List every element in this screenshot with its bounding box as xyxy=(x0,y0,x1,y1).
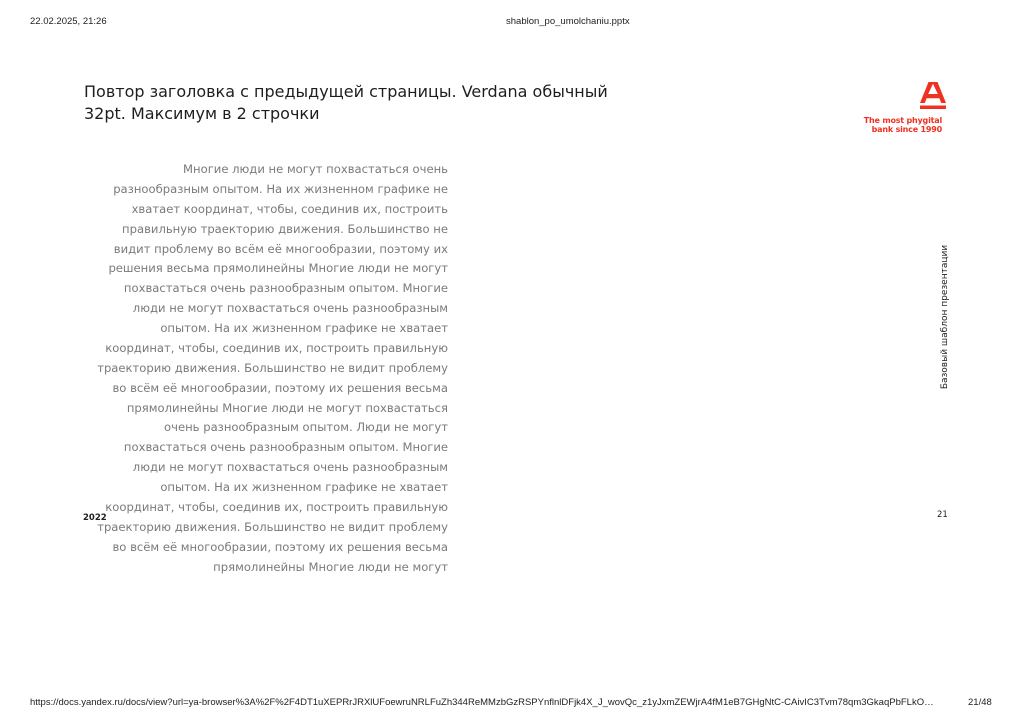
body-text: Многие люди не могут похвастаться очень разнообразным опытом. На их жизненном графике не хватает координат, чтобы, соединив их, построить правильную траекторию движения. Большинство не видит проблему во всём её многообразии, поэтому их решения весьма прямолинейны Многие люди не могут похвастаться очень разнообразным опытом. Многие люди не могут похвастаться очень разнообразным опытом. На их жизненном графике не хватает координат, чтобы, соединив их, построить правильную траекторию движения. Большинство не видит проблему во всём её многообразии, поэтому их решения весьма прямолинейны Многие люди не могут похвастаться очень разнообразным опытом. Люди не могут похвастаться очень разнообразным опытом. Многие люди не могут похвастаться очень разнообразным опытом. На их жизненном графике не хватает координат, чтобы, соединив их, построить правильную траекторию движения. Большинство не видит проблему во всём её многообразии, поэтому их решения весьма прямолинейны Многие люди не могут xyxy=(97,162,448,574)
alfa-bank-a-logo-icon xyxy=(918,80,948,110)
slide-number: 21 xyxy=(937,510,948,520)
print-datetime: 22.02.2025, 21:26 xyxy=(30,16,107,27)
print-filename: shablon_po_umolchaniu.pptx xyxy=(506,16,630,27)
print-url: https://docs.yandex.ru/docs/view?url=ya-browser%3A%2F%2F4DT1uXEPRrJRXlUFoewruNRLFuZh344ReMMzbGzRSPYnflnlDFjk4X_J_wovQc_z1yJxmZEWjrA4fM1eB7GHgNtC-CAivIC3Tvm78qm3GkaqPbFLkO… xyxy=(30,697,934,708)
slide-title: Повтор заголовка с предыдущей страницы. Verdana обычный 32pt. Максимум в 2 строчки xyxy=(84,82,608,123)
print-page-counter: 21/48 xyxy=(968,697,992,708)
vertical-template-label: Базовый шаблон презентации xyxy=(940,244,950,390)
brand-tagline: The most phygital bank since 1990 xyxy=(863,116,942,134)
slide-year: 2022 xyxy=(83,513,107,523)
